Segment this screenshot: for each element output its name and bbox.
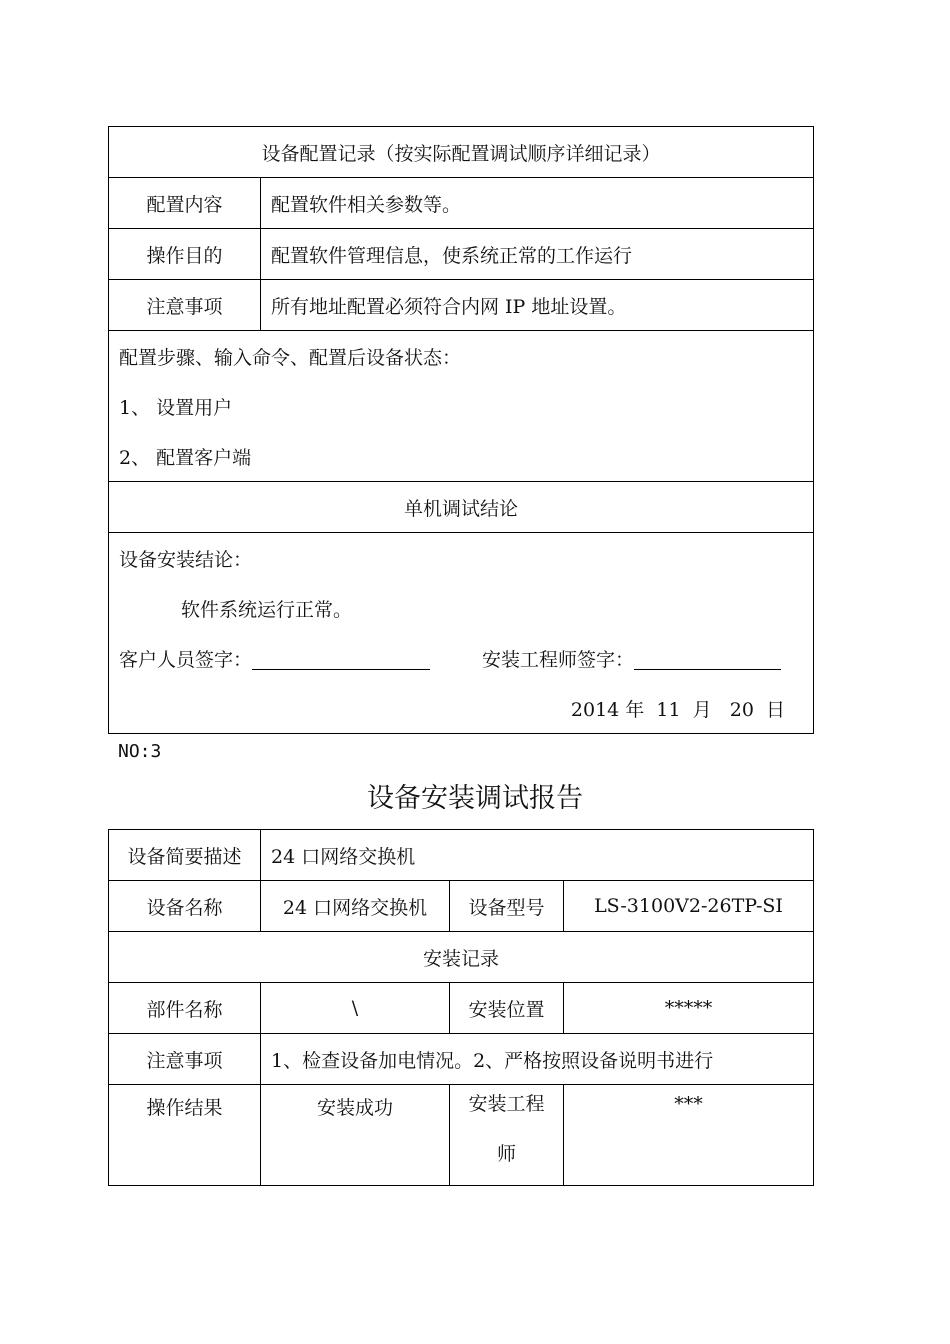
engineer-label (450, 1085, 564, 1185)
location-label: 安装位置 (450, 983, 564, 1033)
report-number: NO:3 (118, 741, 162, 762)
conclusion-block (109, 533, 813, 733)
config-purpose-value: 配置软件管理信息，使系统正常的工作运行 (271, 244, 633, 267)
config-record-table (108, 126, 814, 734)
report-date: 2014 年 11 月 20 日 (570, 698, 785, 721)
engineer-label-line-1: 安装工程 (468, 1093, 545, 1115)
name-row (109, 881, 813, 932)
config-header-row (109, 127, 813, 178)
customer-sign-label: 客户人员签字： (119, 648, 253, 671)
engineer-value: *** (674, 1093, 703, 1115)
record-header-row (109, 932, 813, 983)
install-report-table (108, 829, 814, 1186)
report-title: 设备安装调试报告 (367, 783, 583, 814)
desc-row (109, 830, 813, 881)
engineer-sign-label: 安装工程师签字： (482, 648, 635, 671)
model-label: 设备型号 (450, 881, 564, 931)
engineer-sign-field[interactable] (634, 647, 781, 670)
result-value: 安装成功 (261, 1085, 450, 1185)
config-purpose-row (109, 229, 813, 280)
result-label: 操作结果 (109, 1085, 261, 1185)
install-notes-label: 注意事项 (109, 1034, 261, 1084)
name-value: 24 口网络交换机 (261, 881, 450, 931)
config-notes-label: 注意事项 (109, 280, 261, 330)
record-header: 安装记录 (422, 947, 499, 970)
customer-sign-field[interactable] (252, 647, 430, 670)
model-value: LS-3100V2-26TP-SI (594, 895, 783, 917)
config-content-value: 配置软件相关参数等。 (271, 193, 462, 216)
install-notes-row (109, 1034, 813, 1085)
conclusion-header: 单机调试结论 (403, 497, 518, 520)
config-step-2: 2、 配置客户端 (119, 446, 252, 469)
config-purpose-label: 操作目的 (109, 229, 261, 279)
install-notes-value: 1、检查设备加电情况。2、严格按照设备说明书进行 (271, 1049, 714, 1072)
config-steps-title: 配置步骤、输入命令、配置后设备状态： (119, 346, 462, 369)
config-notes-row (109, 280, 813, 331)
part-label: 部件名称 (109, 983, 261, 1033)
desc-label: 设备简要描述 (109, 830, 261, 880)
desc-value: 24 口网络交换机 (271, 845, 416, 868)
signature-line (119, 633, 803, 683)
result-row (109, 1085, 813, 1185)
config-step-1: 1、 设置用户 (119, 396, 233, 419)
name-label: 设备名称 (109, 881, 261, 931)
config-steps-block (109, 331, 813, 482)
location-value: ***** (664, 997, 713, 1019)
config-notes-value: 所有地址配置必须符合内网 IP 地址设置。 (271, 295, 627, 318)
config-content-row (109, 178, 813, 229)
conclusion-text: 软件系统运行正常。 (181, 598, 353, 621)
engineer-label-line-2: 师 (496, 1143, 516, 1165)
part-value: \ (261, 983, 450, 1033)
conclusion-label: 设备安装结论： (119, 548, 253, 571)
config-content-label: 配置内容 (109, 178, 261, 228)
conclusion-header-row (109, 482, 813, 533)
config-header: 设备配置记录（按实际配置调试顺序详细记录） (261, 142, 661, 165)
part-row (109, 983, 813, 1034)
